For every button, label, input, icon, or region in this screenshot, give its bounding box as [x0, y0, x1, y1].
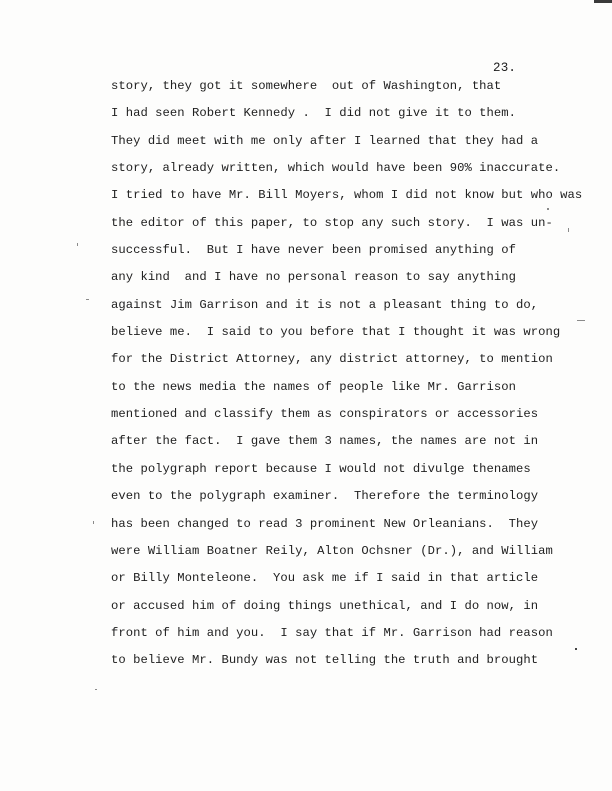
text-line: any kind and I have no personal reason to say anything — [111, 270, 517, 285]
text-line: successful. But I have never been promised anything of — [111, 243, 517, 258]
scan-speck — [547, 208, 549, 210]
text-line: to believe Mr. Bundy was not telling the truth and brought — [111, 653, 539, 668]
scan-speck — [575, 648, 577, 650]
text-line: mentioned and classify them as conspirators or accessories — [111, 407, 539, 422]
page-number: 23. — [493, 61, 517, 75]
text-line: or accused him of doing things unethical, and I do now, in — [111, 598, 539, 613]
text-line: the polygraph report because I would not divulge thenames — [111, 461, 531, 476]
scan-speck — [86, 299, 89, 300]
text-line: after the fact. I gave them 3 names, the names are not in — [111, 434, 539, 449]
text-line: They did meet with me only after I learned that they had a — [111, 133, 539, 148]
text-line: even to the polygraph examiner. Therefore the terminology — [111, 489, 539, 504]
text-line: front of him and you. I say that if Mr. Garrison had reason — [111, 625, 553, 640]
text-line: has been changed to read 3 prominent New Orleanians. They — [111, 516, 539, 531]
text-line: the editor of this paper, to stop any such story. I was un- — [111, 215, 553, 230]
text-line: story, they got it somewhere out of Washington, that — [111, 79, 502, 93]
text-line: against Jim Garrison and it is not a pleasant thing to do, — [111, 297, 539, 312]
text-line: story, already written, which would have been 90% inaccurate. — [111, 161, 561, 176]
scan-speck — [568, 228, 569, 232]
scan-speck — [77, 243, 78, 246]
text-line: I had seen Robert Kennedy . I did not give it to them. — [111, 106, 517, 121]
scan-speck — [577, 320, 585, 321]
text-line: for the District Attorney, any district attorney, to mention — [111, 352, 553, 367]
text-line: or Billy Monteleone. You ask me if I said in that article — [111, 571, 539, 586]
transcript-body — [111, 73, 611, 675]
scan-corner-mark — [594, 0, 612, 3]
text-line: I tried to have Mr. Bill Moyers, whom I did not know but who was — [111, 188, 583, 203]
scan-speck — [93, 521, 94, 524]
scan-speck — [95, 689, 97, 690]
text-line: were William Boatner Reily, Alton Ochsner (Dr.), and William — [111, 543, 553, 558]
text-line: to the news media the names of people like Mr. Garrison — [111, 379, 517, 394]
text-line: believe me. I said to you before that I thought it was wrong — [111, 325, 561, 340]
